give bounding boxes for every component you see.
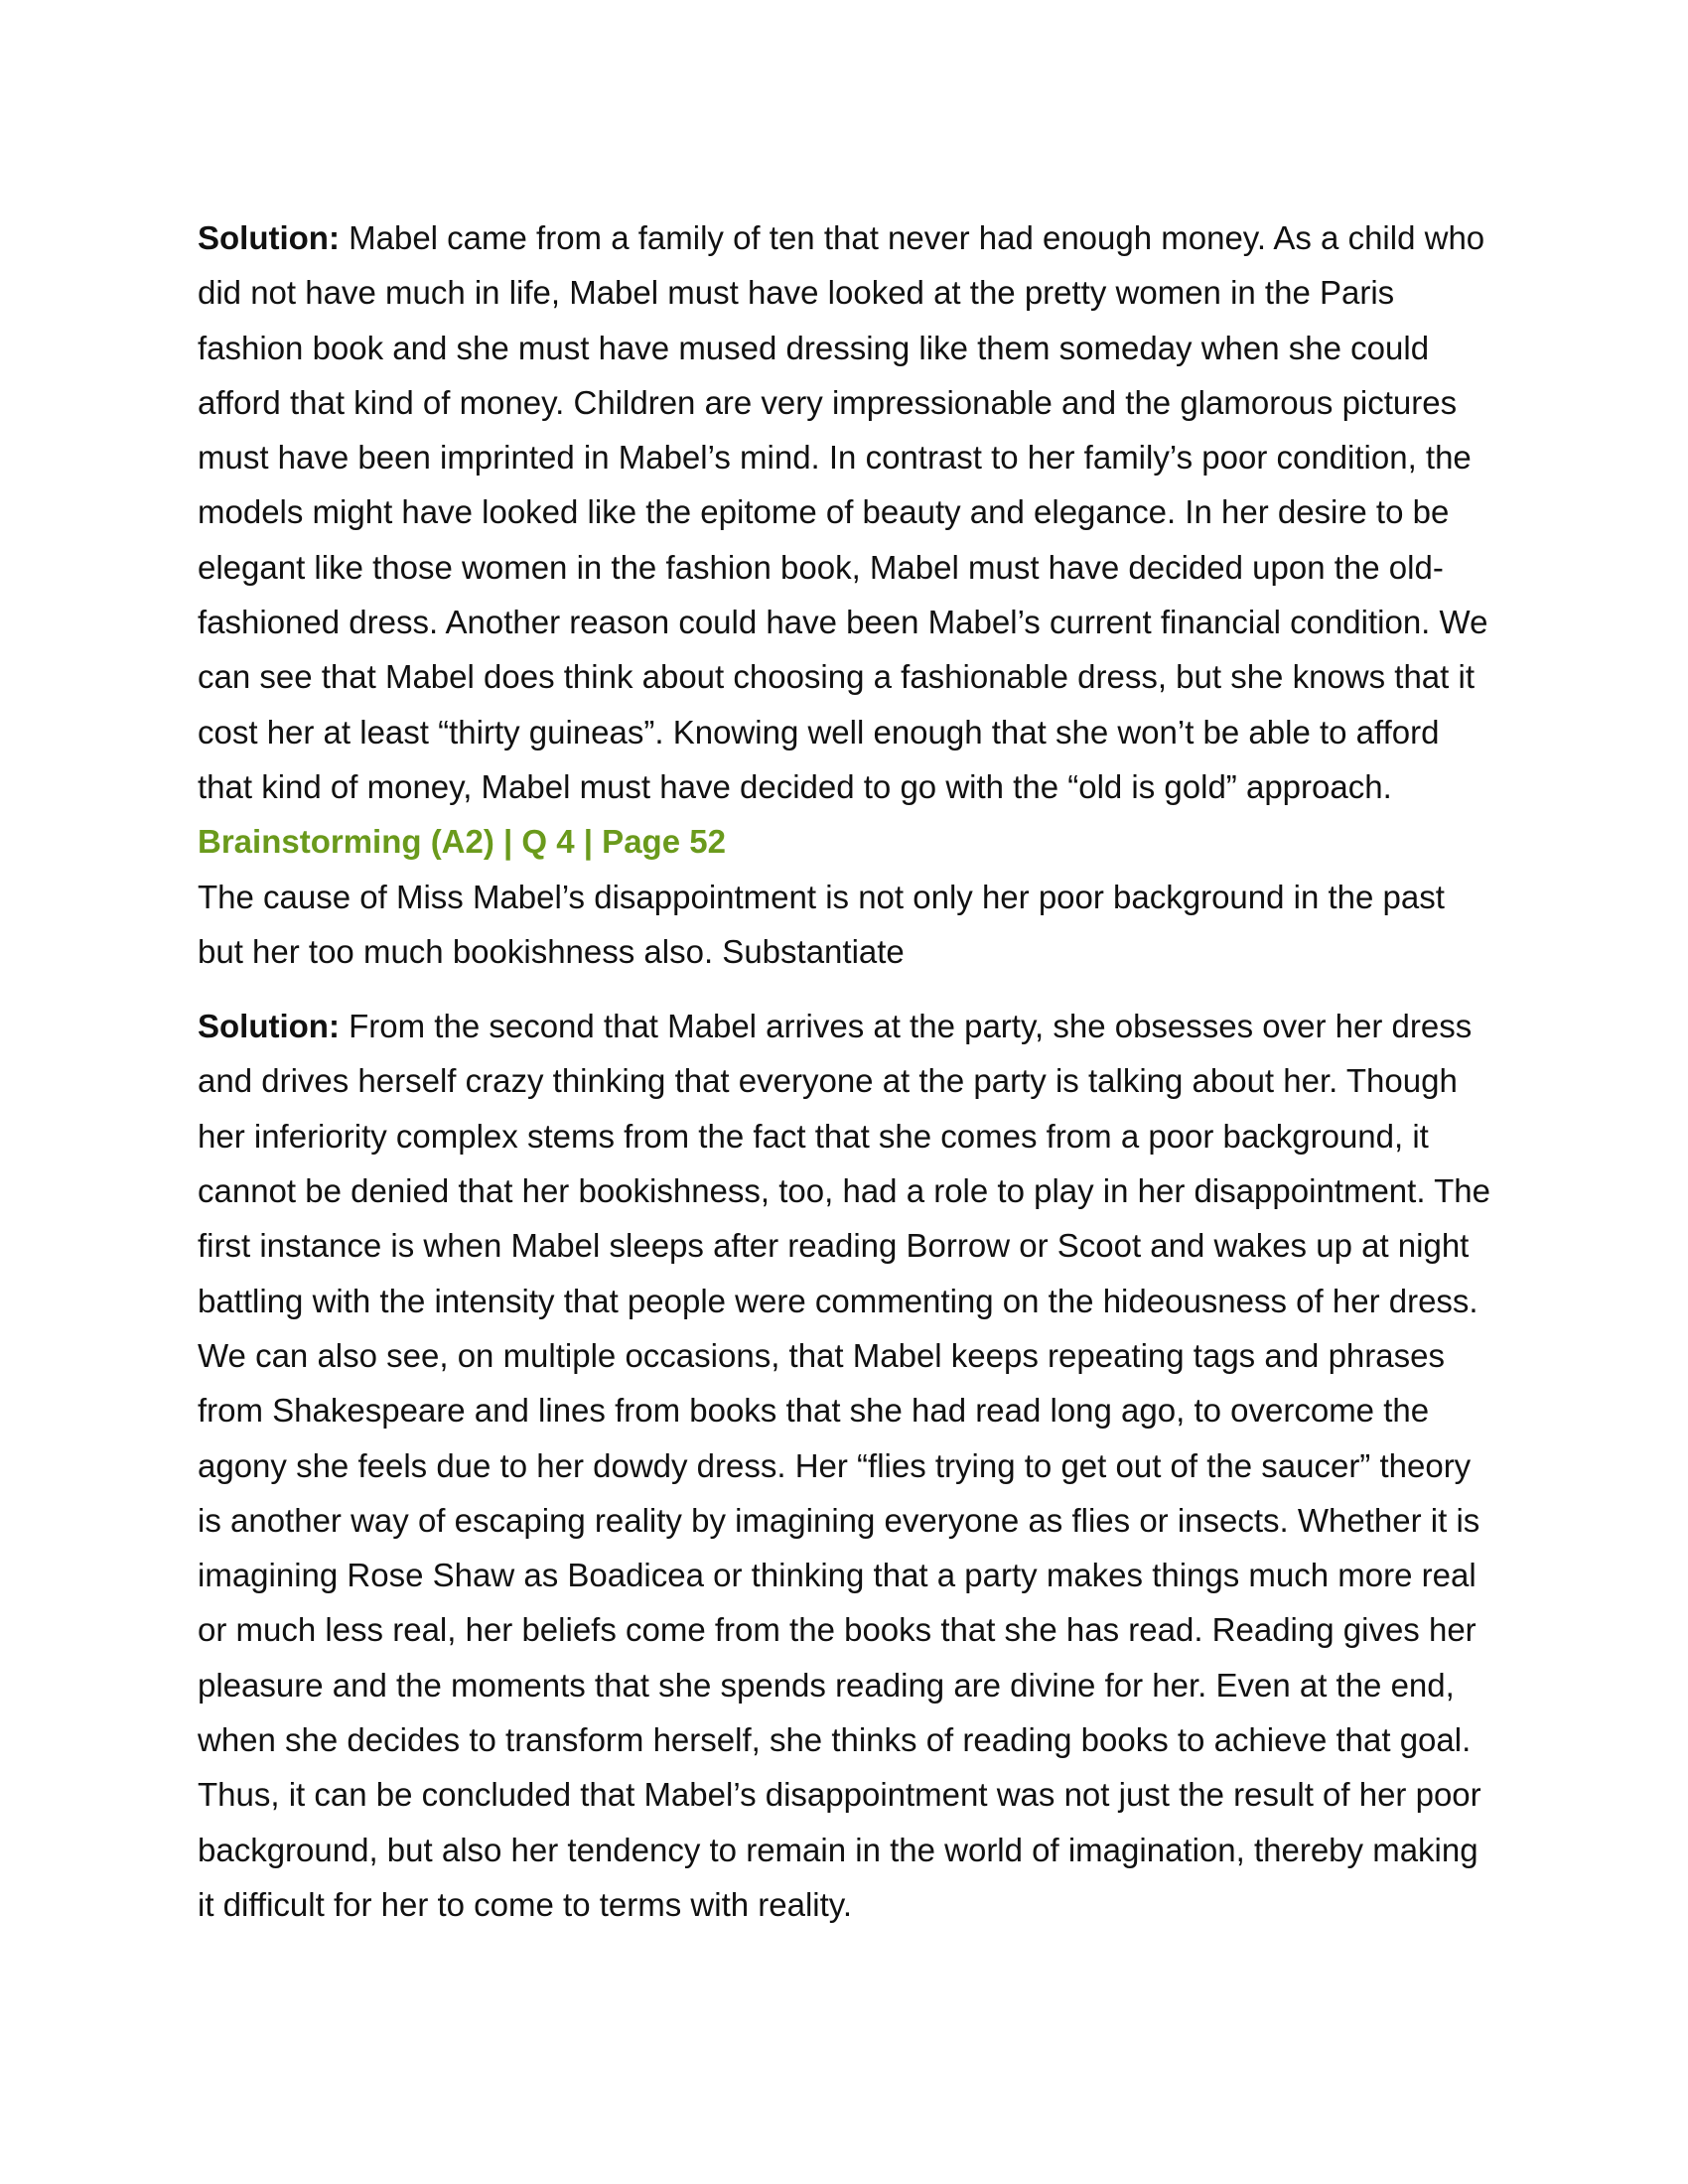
solution-label: Solution: xyxy=(198,1008,340,1045)
question-heading: Brainstorming (A2) | Q 4 | Page 52 xyxy=(198,823,726,861)
solution-label: Solution: xyxy=(198,219,340,256)
solution-paragraph-1 xyxy=(198,210,1498,814)
solution-text: Mabel came from a family of ten that never had enough money. As a child who did not have much in life, Mabel must have looked at the pretty women in the Paris fashion book and she must have mused dressing like them someday when she could afford that kind of money. Children are very impressionable and the glamorous pictures must have been imprinted in Mabel’s mind. In contrast to her family’s poor condition, the models might have looked like the epitome of beauty and elegance. In her desire to be elegant like those women in the fashion book, Mabel must have decided upon the old-fashioned dress. Another reason could have been Mabel’s current financial condition. We can see that Mabel does think about choosing a fashionable dress, but she knows that it cost her at least “thirty guineas”. Knowing well enough that she won’t be able to afford that kind of money, Mabel must have decided to go with the “old is gold” approach. xyxy=(198,219,1488,805)
solution-text: From the second that Mabel arrives at the party, she obsesses over her dress and drives herself crazy thinking that everyone at the party is talking about her. Though her inferiority complex stems from the fact that she comes from a poor background, it cannot be denied that her bookishness, too, had a role to play in her disappointment. The first instance is when Mabel sleeps after reading Borrow or Scoot and wakes up at night battling with the intensity that people were commenting on the hideousness of her dress. We can also see, on multiple occasions, that Mabel keeps repeating tags and phrases from Shakespeare and lines from books that she had read long ago, to overcome the agony she feels due to her dowdy dress. Her “flies trying to get out of the saucer” theory is another way of escaping reality by imagining everyone as flies or insects. Whether it is imagining Rose Shaw as Boadicea or thinking that a party makes things much more real or much less real, her beliefs come from the books that she has read. Reading gives her pleasure and the moments that she spends reading are divine for her. Even at the end, when she decides to transform herself, she thinks of reading books to achieve that goal. Thus, it can be concluded that Mabel’s disappointment was not just the result of her poor background, but also her tendency to remain in the world of imagination, thereby making it difficult for her to come to terms with reality. xyxy=(198,1008,1490,1923)
document-page xyxy=(198,210,1498,1932)
solution-paragraph-2 xyxy=(198,999,1498,1932)
question-text: The cause of Miss Mabel’s disappointment is not only her poor background in the past but her too much bookishness also. Substantiate xyxy=(198,878,1445,970)
